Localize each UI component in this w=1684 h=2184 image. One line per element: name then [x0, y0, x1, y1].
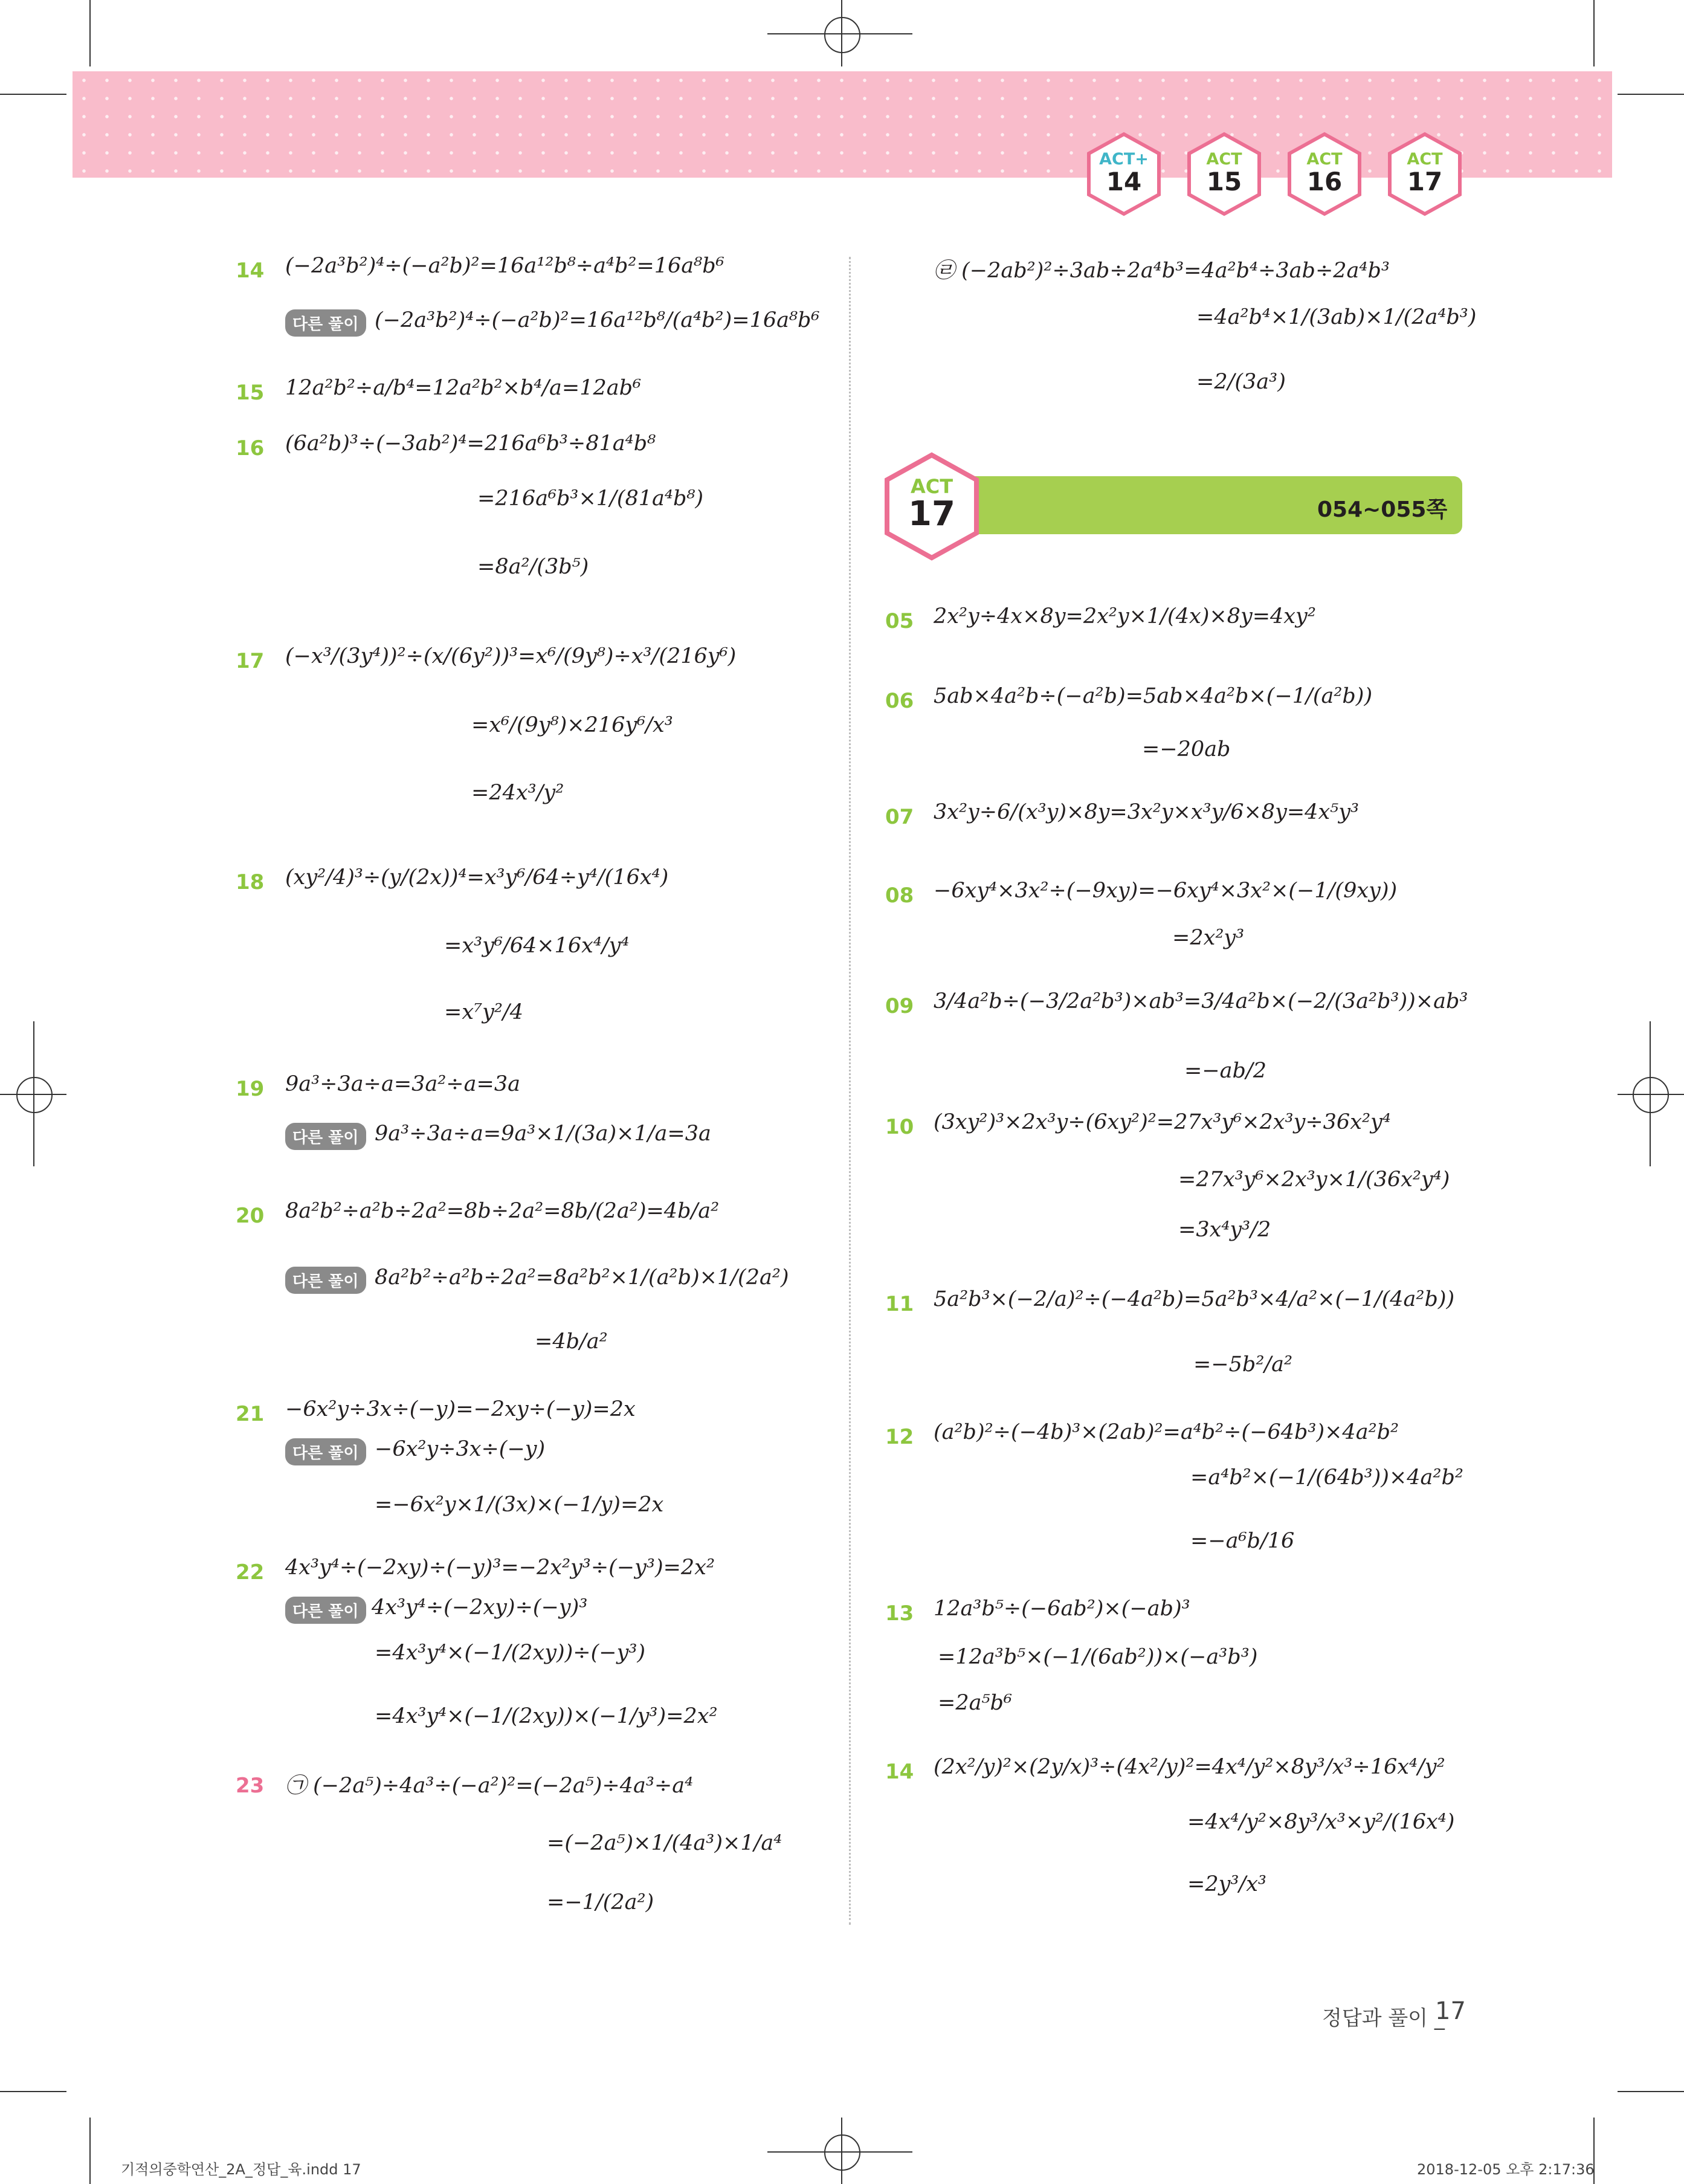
- alt-solution-badge: 다른 풀이: [285, 1267, 366, 1294]
- solution-line: =2x²y³: [1172, 926, 1245, 950]
- solution-line: =−1/(2a²): [547, 1890, 654, 1914]
- solution-line: =x³y⁶/64×16x⁴/y⁴: [444, 934, 630, 958]
- problem-number: 18: [236, 870, 265, 894]
- problem-number: 08: [885, 884, 914, 908]
- problem-number: 10: [885, 1115, 914, 1139]
- solution-line: =a⁴b²×(−1/(64b³))×4a²b²: [1190, 1465, 1463, 1490]
- alt-solution-badge: 다른 풀이: [285, 309, 366, 337]
- crop-mark: [0, 94, 66, 95]
- solution-line: (−2a³b²)⁴÷(−a²b)²=16a¹²b⁸÷a⁴b²=16a⁸b⁶: [285, 254, 724, 278]
- registration-mark: [824, 2134, 860, 2171]
- solution-line: =3x⁴y³/2: [1178, 1218, 1271, 1242]
- solution-line: 4x³y⁴÷(−2xy)÷(−y)³: [372, 1595, 588, 1620]
- solution-line: ㉣ (−2ab²)²÷3ab÷2a⁴b³=4a²b⁴÷3ab÷2a⁴b³: [934, 259, 1390, 283]
- solution-line: 12a²b²÷a/b⁴=12a²b²×b⁴/a=12ab⁶: [285, 376, 642, 400]
- solution-line: =4x⁴/y²×8y³/x³×y²/(16x⁴): [1187, 1810, 1455, 1834]
- problem-number: 14: [236, 259, 265, 283]
- page-range: 054~055쪽: [1317, 497, 1448, 522]
- solution-line: =4b/a²: [535, 1329, 608, 1354]
- act-badge-number: 17: [908, 494, 955, 534]
- solution-line: =4a²b⁴×1/(3ab)×1/(2a⁴b³): [1196, 305, 1477, 329]
- solution-line: =−6x²y×1/(3x)×(−1/y)=2x: [375, 1493, 664, 1517]
- solution-line: =−20ab: [1142, 737, 1231, 761]
- solution-line: =4x³y⁴×(−1/(2xy))×(−1/y³)=2x²: [375, 1704, 718, 1728]
- problem-number: 21: [236, 1402, 265, 1426]
- solution-line: =x⁶/(9y⁸)×216y⁶/x³: [471, 713, 673, 737]
- alt-solution-badge: 다른 풀이: [285, 1123, 366, 1150]
- solution-line: 3/4a²b÷(−3/2a²b³)×ab³=3/4a²b×(−2/(3a²b³))×ab³: [934, 989, 1468, 1013]
- act-tab-number: 14: [1106, 167, 1142, 196]
- problem-number: 11: [885, 1292, 914, 1316]
- problem-number: 09: [885, 994, 914, 1018]
- solution-line: =2a⁵b⁶: [938, 1691, 1012, 1715]
- registration-mark: [16, 1077, 53, 1113]
- registration-mark: [1633, 1077, 1669, 1113]
- crop-mark: [1618, 94, 1684, 95]
- alt-solution-badge: 다른 풀이: [285, 1438, 366, 1465]
- solution-line: 4x³y⁴÷(−2xy)÷(−y)³=−2x²y³÷(−y³)=2x²: [285, 1556, 715, 1580]
- footer-label: 정답과 풀이 _: [1322, 2006, 1445, 2031]
- solution-line: (6a²b)³÷(−3ab²)⁴=216a⁶b³÷81a⁴b⁸: [285, 431, 656, 456]
- column-divider: [849, 257, 851, 1925]
- act-tab-label: ACT: [1407, 150, 1443, 169]
- solution-line: (a²b)²÷(−4b)³×(2ab)²=a⁴b²÷(−64b³)×4a²b²: [934, 1420, 1399, 1444]
- solution-line: 2x²y÷4x×8y=2x²y×1/(4x)×8y=4xy²: [934, 604, 1316, 628]
- solution-line: (xy²/4)³÷(y/(2x))⁴=x³y⁶/64÷y⁴/(16x⁴): [285, 865, 669, 890]
- solution-line: −6x²y÷3x÷(−y): [375, 1437, 546, 1461]
- act-tab-label: ACT+: [1099, 150, 1149, 169]
- solution-line: 3x²y÷6/(x³y)×8y=3x²y×x³y/6×8y=4x⁵y³: [934, 800, 1360, 824]
- solution-line: =12a³b⁵×(−1/(6ab²))×(−a³b³): [938, 1645, 1258, 1669]
- registration-mark: [824, 17, 860, 53]
- act-tab-number: 15: [1206, 167, 1242, 196]
- page-number: 17: [1435, 1997, 1466, 2025]
- problem-number: 15: [236, 381, 265, 405]
- problem-number: 20: [236, 1204, 265, 1228]
- problem-number: 13: [885, 1601, 914, 1626]
- solution-line: =2/(3a³): [1196, 370, 1286, 394]
- solution-line: =−a⁶b/16: [1190, 1529, 1295, 1553]
- solution-line: 8a²b²÷a²b÷2a²=8b÷2a²=8b/(2a²)=4b/a²: [285, 1199, 720, 1223]
- problem-number: 06: [885, 689, 914, 713]
- alt-solution-badge: 다른 풀이: [285, 1597, 366, 1624]
- problem-number: 23: [236, 1774, 265, 1798]
- act-tab-label: ACT: [1306, 150, 1343, 169]
- crop-mark: [0, 2091, 66, 2092]
- slug-filename: 기적의중학연산_2A_정답_육.indd 17: [121, 2161, 361, 2178]
- crop-mark: [1593, 0, 1595, 66]
- solution-line: (2x²/y)²×(2y/x)³÷(4x²/y)²=4x⁴/y²×8y³/x³÷16x⁴/y²: [934, 1755, 1445, 1779]
- act-tab-14[interactable]: [1086, 132, 1161, 216]
- problem-number: 16: [236, 436, 265, 460]
- solution-line: =−ab/2: [1184, 1059, 1266, 1083]
- act-badge-label: ACT: [910, 475, 953, 498]
- slug-date: 2018-12-05 오후 2:17:36: [1417, 2161, 1595, 2178]
- problem-number: 05: [885, 609, 914, 633]
- act-tab-15[interactable]: [1187, 132, 1262, 216]
- solution-line: =x⁷y²/4: [444, 1000, 523, 1024]
- problem-number: 22: [236, 1560, 265, 1585]
- solution-line: (3xy²)³×2x³y÷(6xy²)²=27x³y⁶×2x³y÷36x²y⁴: [934, 1110, 1391, 1134]
- solution-line: =216a⁶b³×1/(81a⁴b⁸): [477, 486, 704, 511]
- solution-line: 9a³÷3a÷a=9a³×1/(3a)×1/a=3a: [375, 1122, 711, 1146]
- solution-line: 9a³÷3a÷a=3a²÷a=3a: [285, 1072, 520, 1096]
- solution-line: =8a²/(3b⁵): [477, 555, 589, 579]
- solution-line: =24x³/y²: [471, 781, 564, 805]
- problem-number: 07: [885, 805, 914, 829]
- act-tab-label: ACT: [1206, 150, 1242, 169]
- act-tab-number: 16: [1306, 167, 1343, 196]
- solution-line: =2y³/x³: [1187, 1872, 1266, 1896]
- act-tab-16[interactable]: [1287, 132, 1362, 216]
- solution-line: (−x³/(3y⁴))²÷(x/(6y²))³=x⁶/(9y⁸)÷x³/(216y⁶): [285, 644, 737, 668]
- problem-number: 19: [236, 1077, 265, 1101]
- solution-line: =27x³y⁶×2x³y×1/(36x²y⁴): [1178, 1168, 1450, 1192]
- section-act-badge: [883, 452, 980, 561]
- crop-mark: [1618, 2091, 1684, 2092]
- solution-line: 5a²b³×(−2/a)²÷(−4a²b)=5a²b³×4/a²×(−1/(4a²b)): [934, 1287, 1455, 1311]
- solution-line: 8a²b²÷a²b÷2a²=8a²b²×1/(a²b)×1/(2a²): [375, 1265, 789, 1290]
- solution-line: 5ab×4a²b÷(−a²b)=5ab×4a²b×(−1/(a²b)): [934, 684, 1373, 708]
- act-tab-number: 17: [1407, 167, 1443, 196]
- solution-line: ㉠ (−2a⁵)÷4a³÷(−a²)²=(−2a⁵)÷4a³÷a⁴: [285, 1774, 694, 1798]
- header-banner: [73, 71, 1612, 178]
- solution-line: (−2a³b²)⁴÷(−a²b)²=16a¹²b⁸/(a⁴b²)=16a⁸b⁶: [375, 308, 820, 332]
- solution-line: =−5b²/a²: [1193, 1352, 1293, 1377]
- solution-line: −6x²y÷3x÷(−y)=−2xy÷(−y)=2x: [285, 1397, 636, 1421]
- solution-line: 12a³b⁵÷(−6ab²)×(−ab)³: [934, 1597, 1190, 1621]
- crop-mark: [89, 0, 91, 66]
- solution-line: =(−2a⁵)×1/(4a³)×1/a⁴: [547, 1831, 782, 1855]
- problem-number: 14: [885, 1760, 914, 1784]
- solution-line: =4x³y⁴×(−1/(2xy))÷(−y³): [375, 1641, 646, 1665]
- problem-number: 12: [885, 1425, 914, 1449]
- solution-line: −6xy⁴×3x²÷(−9xy)=−6xy⁴×3x²×(−1/(9xy)): [934, 879, 1398, 903]
- crop-mark: [89, 2118, 91, 2184]
- problem-number: 17: [236, 649, 265, 673]
- act-tab-17[interactable]: [1387, 132, 1462, 216]
